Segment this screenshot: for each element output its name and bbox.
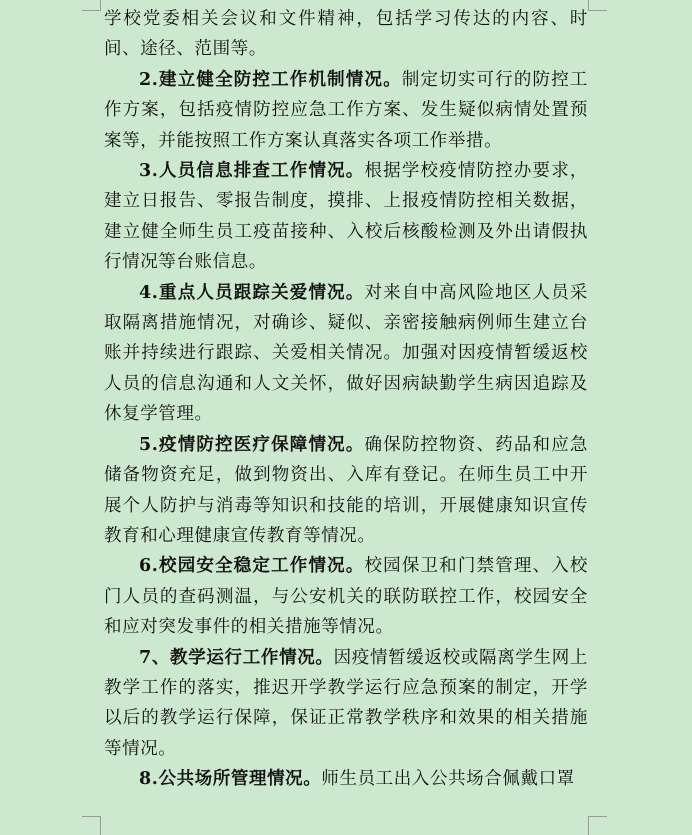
paragraph-5-heading: 5.疫情防控医疗保障情况。 bbox=[139, 434, 365, 455]
paragraph-4-text: 对来自中高风险地区人员采取隔离措施情况，对确诊、疑似、亲密接触病例师生建立台账并持续进行跟踪、关爱相关情况。加强对因疫情暂缓返校人员的信息沟通和人文关怀，做好因病缺勤学生病因追踪及休复学管理。 bbox=[104, 282, 588, 425]
paragraph-8 bbox=[104, 764, 588, 794]
paragraph-6-heading: 6.校园安全稳定工作情况。 bbox=[139, 556, 365, 577]
paragraph-6 bbox=[104, 551, 588, 642]
paragraph-3 bbox=[104, 156, 588, 278]
crop-mark-top-right bbox=[588, 0, 607, 11]
paragraph-7-text: 因疫情暂缓返校或隔离学生网上教学工作的落实，推迟开学教学运行应急预案的制定，开学以后的教学运行保障，保证正常教学秩序和效果的相关措施等情况。 bbox=[104, 647, 588, 759]
paragraph-1-text: 学校党委相关会议和文件精神，包括学习传达的内容、时间、途径、范围等。 bbox=[104, 9, 588, 60]
paragraph-7 bbox=[104, 643, 588, 765]
paragraph-3-text: 根据学校疫情防控办要求，建立日报告、零报告制度，摸排、上报疫情防控相关数据，建立健全师生员工疫苗接种、入校后核酸检测及外出请假执行情况等台账信息。 bbox=[104, 161, 588, 273]
paragraph-8-text: 师生员工出入公共场合佩戴口罩 bbox=[321, 769, 575, 790]
paragraph-6-text: 校园保卫和门禁管理、入校门人员的查码测温，与公安机关的联防联控工作，校园安全和应对突发事件的相关措施等情况。 bbox=[104, 556, 588, 638]
paragraph-2-text: 制定切实可行的防控工作方案，包括疫情防控应急工作方案、发生疑似病情处置预案等，并能按照工作方案认真落实各项工作举措。 bbox=[104, 69, 588, 151]
paragraph-4-heading: 4.重点人员跟踪关爱情况。 bbox=[139, 282, 365, 303]
paragraph-5 bbox=[104, 430, 588, 552]
paragraph-5-text: 确保防控物资、药品和应急储备物资充足，做到物资出、入库有登记。在师生员工中开展个人防护与消毒等知识和技能的培训，开展健康知识宣传教育和心理健康宣传教育等情况。 bbox=[104, 434, 588, 546]
paragraph-8-heading: 8.公共场所管理情况。 bbox=[139, 769, 322, 790]
crop-mark-top-left bbox=[82, 0, 101, 11]
paragraph-2-heading: 2.建立健全防控工作机制情况。 bbox=[139, 69, 402, 90]
paragraph-1 bbox=[104, 4, 588, 65]
paragraph-3-heading: 3.人员信息排查工作情况。 bbox=[139, 161, 365, 182]
paragraph-4 bbox=[104, 278, 588, 430]
paragraph-7-heading: 7、教学运行工作情况。 bbox=[139, 647, 334, 668]
document-body bbox=[104, 4, 588, 795]
paragraph-2 bbox=[104, 65, 588, 156]
